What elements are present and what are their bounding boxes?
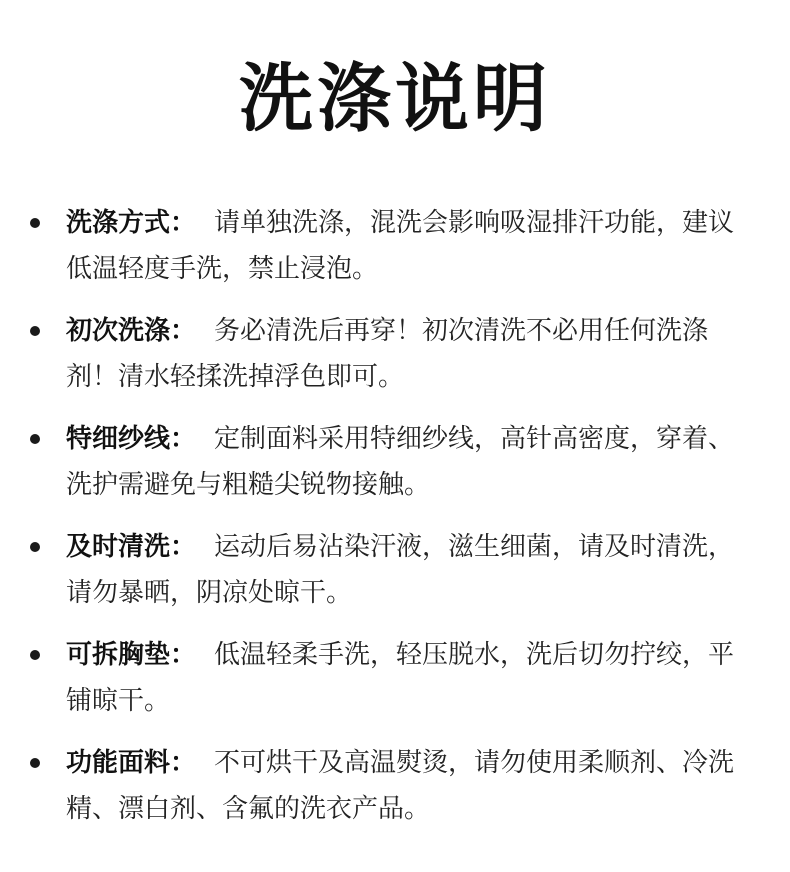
bullet-icon (30, 218, 40, 228)
item-text: 定制面料采用特细纱线，高针高密度，穿着、洗护需避免与粗糙尖锐物接触。 (66, 424, 735, 500)
list-item (0, 524, 790, 616)
bullet-icon (30, 758, 40, 768)
bullet-icon (30, 434, 40, 444)
item-text: 不可烘干及高温熨烫，请勿使用柔顺剂、冷洗精、漂白剂、含氟的洗衣产品。 (66, 748, 735, 824)
list-item (0, 740, 790, 832)
item-text: 务必清洗后再穿！初次清洗不必用任何洗涤剂！清水轻揉洗掉浮色即可。 (66, 316, 709, 392)
item-label: 初次洗涤： (66, 316, 197, 346)
item-label: 可拆胸垫： (66, 640, 197, 670)
item-text: 请单独洗涤，混洗会影响吸湿排汗功能，建议低温轻度手洗，禁止浸泡。 (66, 208, 735, 284)
bullet-icon (30, 650, 40, 660)
item-text: 低温轻柔手洗，轻压脱水，洗后切勿拧绞，平铺晾干。 (66, 640, 735, 716)
instruction-list (0, 200, 790, 848)
item-label: 特细纱线： (66, 424, 197, 454)
list-item (0, 416, 790, 508)
bullet-icon (30, 326, 40, 336)
item-label: 功能面料： (66, 748, 197, 778)
page-title: 洗涤说明 (239, 56, 551, 142)
list-item (0, 200, 790, 292)
list-item (0, 632, 790, 724)
item-label: 洗涤方式： (66, 208, 197, 238)
list-item (0, 308, 790, 400)
item-label: 及时清洗： (66, 532, 197, 562)
item-text: 运动后易沾染汗液，滋生细菌，请及时清洗，请勿暴晒，阴凉处晾干。 (66, 532, 735, 608)
bullet-icon (30, 542, 40, 552)
